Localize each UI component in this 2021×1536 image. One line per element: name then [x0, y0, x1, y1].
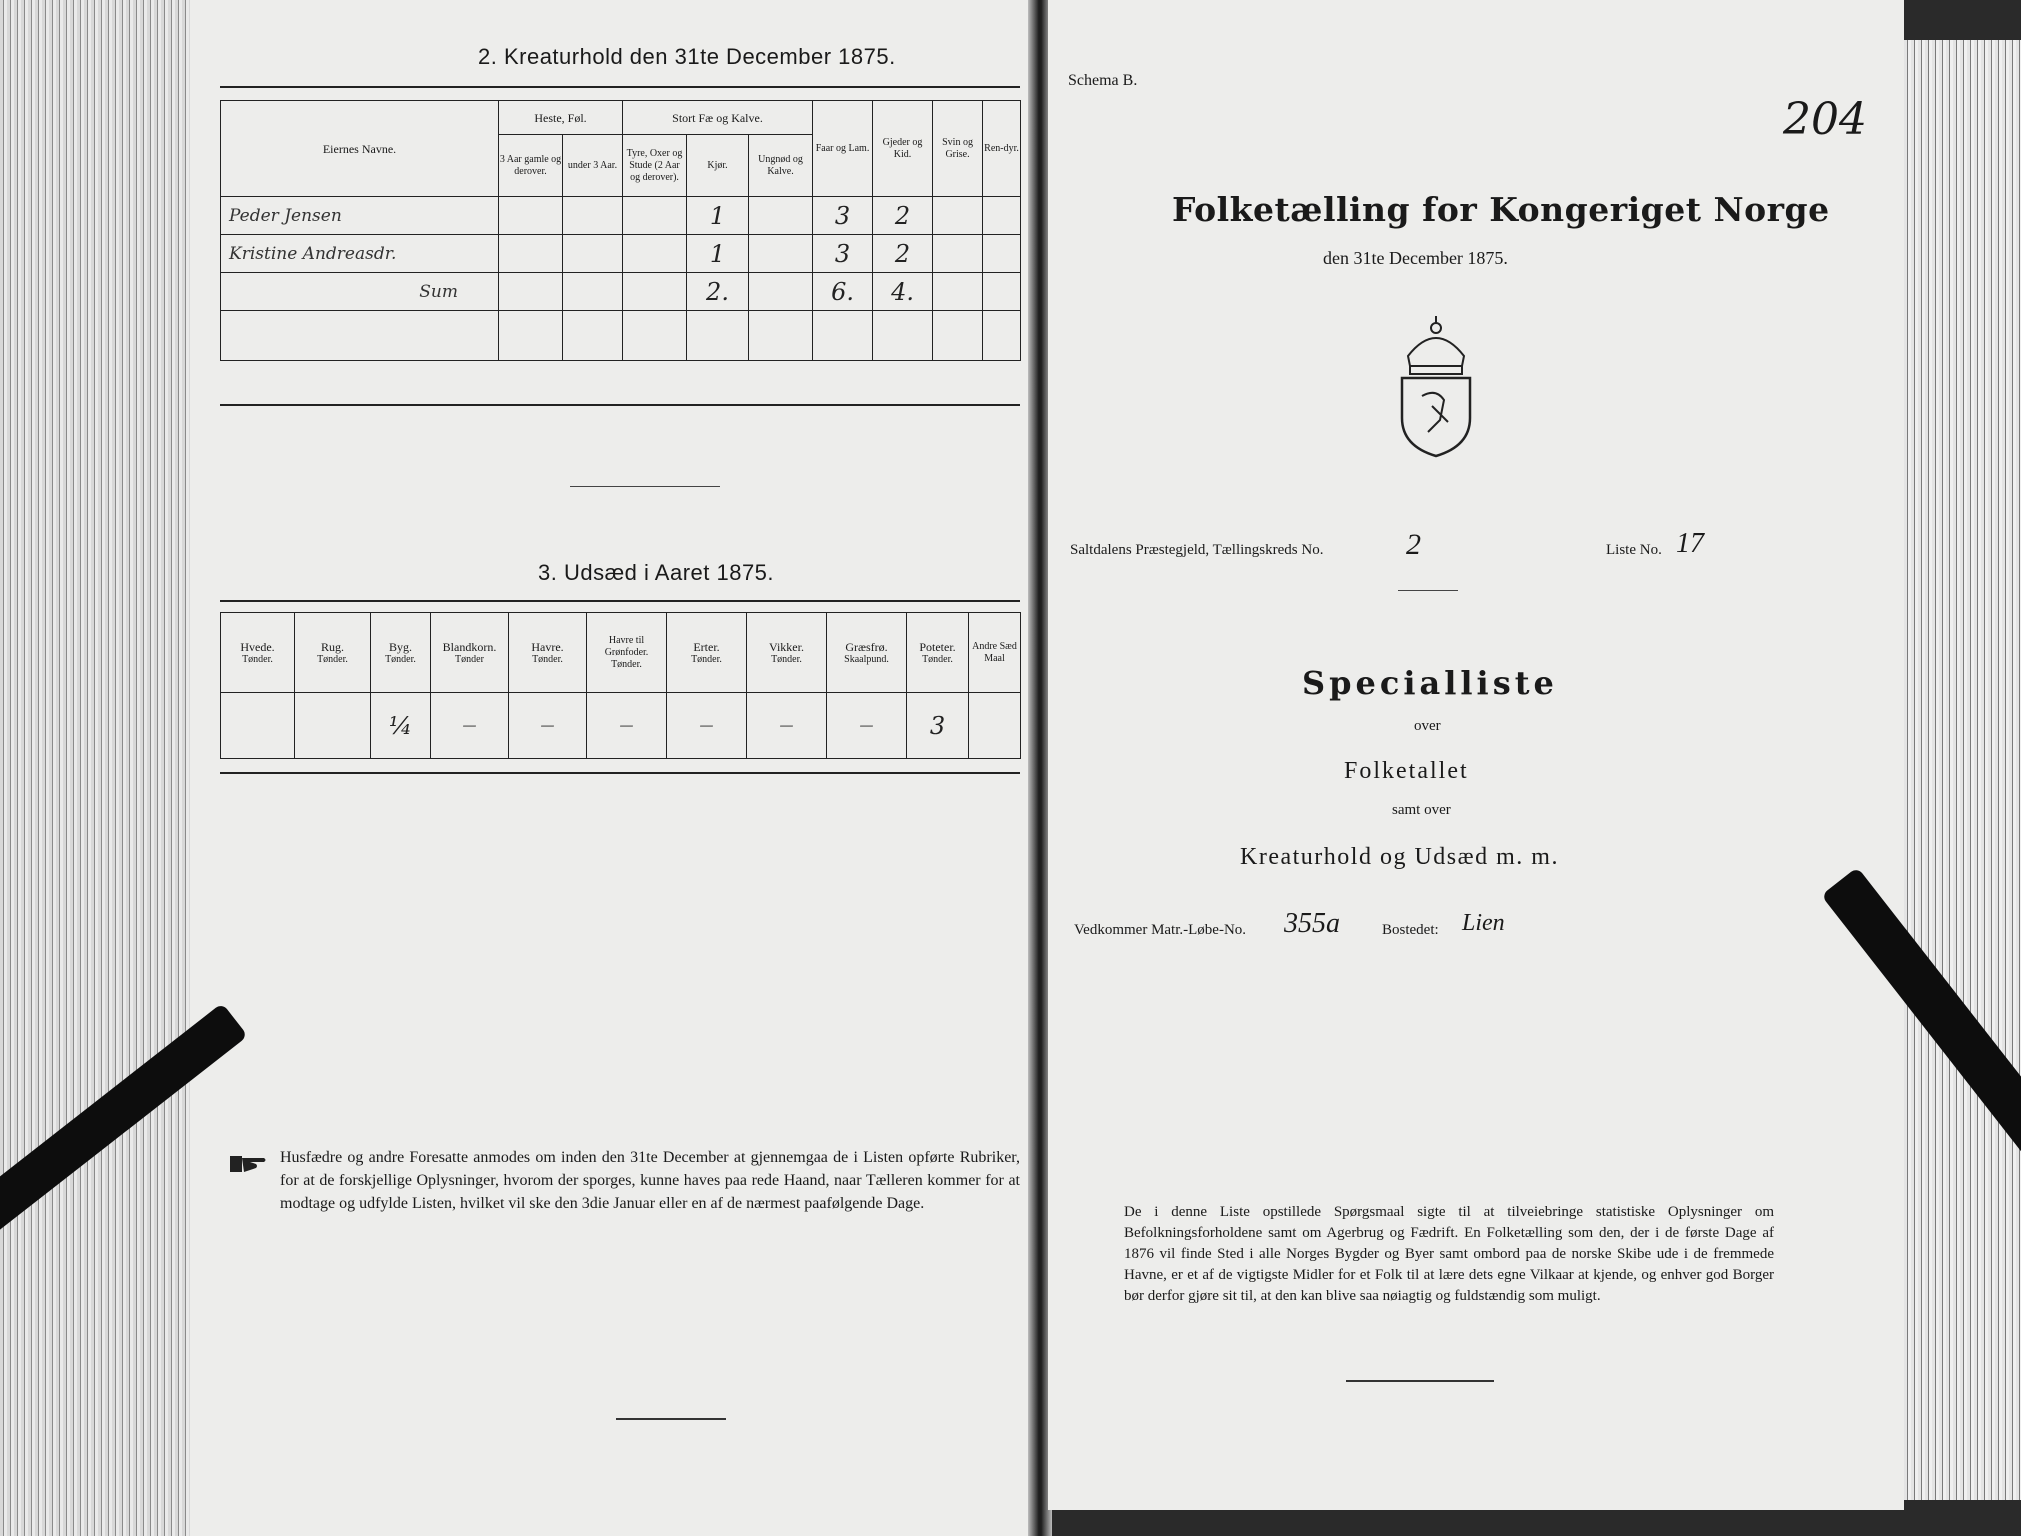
col-rug: Rug. Tønder.: [295, 613, 371, 693]
col-goats: Gjeder og Kid.: [873, 101, 933, 197]
col-horses-group: Heste, Føl.: [499, 101, 623, 135]
owner-cell: Peder Jensen: [221, 197, 499, 235]
sheep-sum: 6.: [813, 273, 873, 311]
col-poteter: Poteter. Tønder.: [907, 613, 969, 693]
col-sheep: Faar og Lam.: [813, 101, 873, 197]
col-owner: Eiernes Navne.: [221, 101, 499, 197]
col-pigs: Svin og Grise.: [933, 101, 983, 197]
seed-cell: —: [431, 693, 509, 759]
col-erter: Erter. Tønder.: [667, 613, 747, 693]
col-havre: Havre. Tønder.: [509, 613, 587, 693]
bosted-label: Bostedet:: [1382, 922, 1439, 938]
special-list-title: Specialliste: [1302, 664, 1558, 702]
sheep-cell: 3: [813, 197, 873, 235]
census-title: Folketælling for Kongeriget Norge: [1172, 190, 1830, 229]
seed-cell: 3: [907, 693, 969, 759]
col-reindeer: Ren-dyr.: [983, 101, 1021, 197]
section2-top-rule: [220, 86, 1020, 88]
list-label: Liste No.: [1606, 542, 1662, 558]
seed-cell: [295, 693, 371, 759]
over-label: over: [1414, 718, 1441, 734]
footer-text: De i denne Liste opstillede Spørgsmaal sigte til at tilveiebringe statistiske Oplysninger om Befolkningsforholdene samt om Agerbrug og Fædrift. En Folketælling som den, der i de første Dage af 1876 vil finde Sted i alle Norges Bygder og Byer samt ombord paa de norske Skibe ude i de fremmede Havne, er et af de vigtigste Midler for et Folk til at lære dets egne Vilkaar at kjende, og enhver god Borger bør derfor gjøre sit til, at den kan blive saa nøiagtig og fuldstændig som muligt.: [1124, 1204, 1774, 1304]
left-page: [190, 0, 1032, 1536]
coat-of-arms-icon: [1388, 310, 1484, 460]
col-horses-under3: under 3 Aar.: [563, 135, 623, 197]
bosted-value: Lien: [1462, 910, 1505, 936]
schema-label: Schema B.: [1068, 72, 1138, 89]
seed-cell: [221, 693, 295, 759]
samt-over-label: samt over: [1392, 802, 1451, 818]
seed-cell: —: [509, 693, 587, 759]
seed-cell: —: [747, 693, 827, 759]
footer-rule: [1346, 1380, 1494, 1382]
district-no: 2: [1406, 528, 1421, 561]
right-page: [1048, 0, 1904, 1510]
sum-label: Sum: [221, 273, 499, 311]
short-rule: [1398, 590, 1458, 591]
seed-cell: [969, 693, 1021, 759]
col-havre-gronfoder: Havre til Grønfoder. Tønder.: [587, 613, 667, 693]
seed-cell: —: [667, 693, 747, 759]
col-young-calves: Ungnød og Kalve.: [749, 135, 813, 197]
col-hvede: Hvede. Tønder.: [221, 613, 295, 693]
list-no: 17: [1676, 528, 1704, 559]
pointing-hand-icon: [230, 1150, 268, 1176]
district-label: Saltdalens Præstegjeld, Tællingskreds No.: [1070, 542, 1324, 558]
section2-title: 2. Kreaturhold den 31te December 1875.: [478, 44, 896, 69]
section3-top-rule: [220, 600, 1020, 602]
section3-title: 3. Udsæd i Aaret 1875.: [538, 560, 775, 585]
cows-sum: 2.: [687, 273, 749, 311]
table-row: [221, 235, 1021, 273]
col-andre: Andre Sæd Maal: [969, 613, 1021, 693]
goats-cell: 2: [873, 235, 933, 273]
bottom-separator: [616, 1418, 726, 1420]
section3-bottom-rule: [220, 772, 1020, 774]
table-row-sum: [221, 273, 1021, 311]
seed-cell: —: [827, 693, 907, 759]
owner-cell: Kristine Andreasdr.: [221, 235, 499, 273]
cows-cell: 1: [687, 197, 749, 235]
table-row-empty: [221, 311, 1021, 361]
seed-cell: ¼: [371, 693, 431, 759]
col-horses-3plus: 3 Aar gamle og derover.: [499, 135, 563, 197]
col-graesfro: Græsfrø. Skaalpund.: [827, 613, 907, 693]
goats-cell: 2: [873, 197, 933, 235]
livestock-table: [220, 100, 1021, 361]
seed-row: [221, 693, 1021, 759]
folketallet-label: Folketallet: [1344, 758, 1469, 784]
notice-text: Husfædre og andre Foresatte anmodes om inden den 31te December at gjennemgaa de i Listen opførte Rubriker, for at de forskjellige Oplysninger, hvorom der sporges, kunne haves paa rede Haand, naar Tælleren kommer for at modtage og udfylde Listen, hvilket vil ske den 3die Januar eller en af de nærmest paafølgende Dage.: [280, 1149, 1020, 1212]
matr-no: 355a: [1284, 908, 1340, 939]
goats-sum: 4.: [873, 273, 933, 311]
census-date: den 31te December 1875.: [1323, 248, 1508, 268]
subtitle: Kreaturhold og Udsæd m. m.: [1240, 844, 1559, 870]
matr-label: Vedkommer Matr.-Løbe-No.: [1074, 922, 1247, 938]
separator-line: [570, 486, 720, 487]
page-number: 204: [1783, 94, 1867, 145]
seed-table: [220, 612, 1021, 759]
sheep-cell: 3: [813, 235, 873, 273]
col-cattle-group: Stort Fæ og Kalve.: [623, 101, 813, 135]
section2-bottom-rule: [220, 404, 1020, 406]
col-bulls: Tyre, Oxer og Stude (2 Aar og derover).: [623, 135, 687, 197]
col-blandkorn: Blandkorn. Tønder: [431, 613, 509, 693]
col-byg: Byg. Tønder.: [371, 613, 431, 693]
seed-cell: —: [587, 693, 667, 759]
table-row: [221, 197, 1021, 235]
col-vikker: Vikker. Tønder.: [747, 613, 827, 693]
left-page-stack: [0, 0, 210, 1536]
cows-cell: 1: [687, 235, 749, 273]
col-cows: Kjør.: [687, 135, 749, 197]
